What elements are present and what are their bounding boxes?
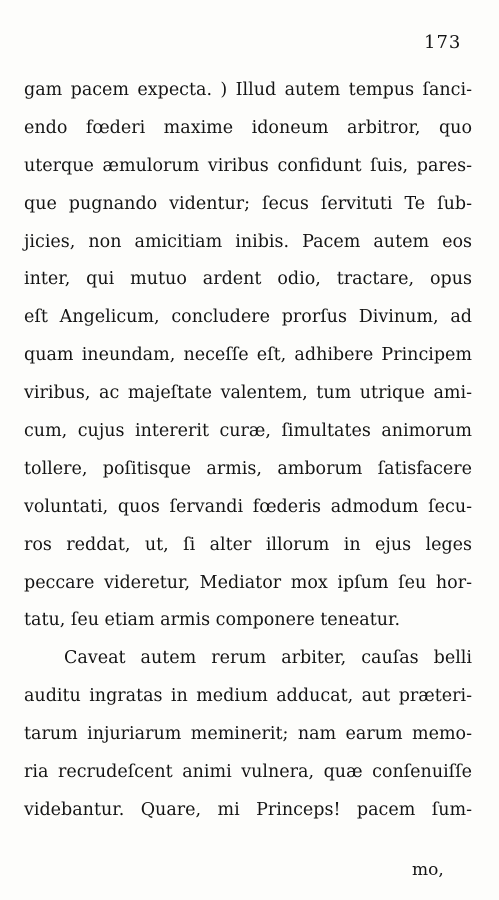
page-number: 173 [424, 32, 462, 53]
text-line: tarum injuriarum meminerit; nam earum memo- [24, 724, 472, 745]
text-line: videbantur. Quare, mi Princeps! pacem ſum- [24, 799, 472, 820]
text-line: que pugnando videntur; ſecus ſervituti Te ſub- [24, 193, 472, 214]
text-line: peccare videretur, Mediator mox ipſum ſeu hor- [24, 572, 472, 593]
paragraph-end-line: tatu, ſeu etiam armis componere teneatur. [24, 610, 401, 631]
catchword: mo, [412, 860, 444, 880]
text-line: inter, qui mutuo ardent odio, tractare, opus [24, 269, 472, 290]
text-line: jicies, non amicitiam inibis. Pacem autem eos [24, 231, 472, 252]
text-line: auditu ingratas in medium adducat, aut præteri- [24, 686, 472, 707]
text-line: tollere, poſitisque armis, amborum ſatisfacere [24, 458, 472, 479]
text-line: ros reddat, ut, ſi alter illorum in ejus leges [24, 534, 472, 555]
text-line: endo fœderi maxime idoneum arbitror, quo [24, 117, 472, 138]
text-line: voluntati, quos ſervandi fœderis admodum ſecu- [24, 496, 472, 517]
paragraph-start-line: Caveat autem rerum arbiter, cauſas belli [64, 648, 472, 669]
text-line: gam pacem expecta. ) Illud autem tempus ſanci- [24, 80, 472, 100]
text-line: cum, cujus intererit curæ, ſimultates animorum [24, 421, 472, 442]
text-line: viribus, ac majeſtate valentem, tum utrique ami- [24, 383, 472, 404]
page-text [24, 72, 472, 830]
text-line: ria recrudeſcent animi vulnera, quæ conſenuiſſe [24, 762, 472, 783]
text-line: uterque æmulorum viribus confidunt ſuis, pares- [24, 155, 472, 176]
text-line: quam ineundam, neceſſe eſt, adhibere Principem [24, 345, 472, 366]
text-line: eſt Angelicum, concludere prorſus Divinum, ad [24, 307, 472, 328]
